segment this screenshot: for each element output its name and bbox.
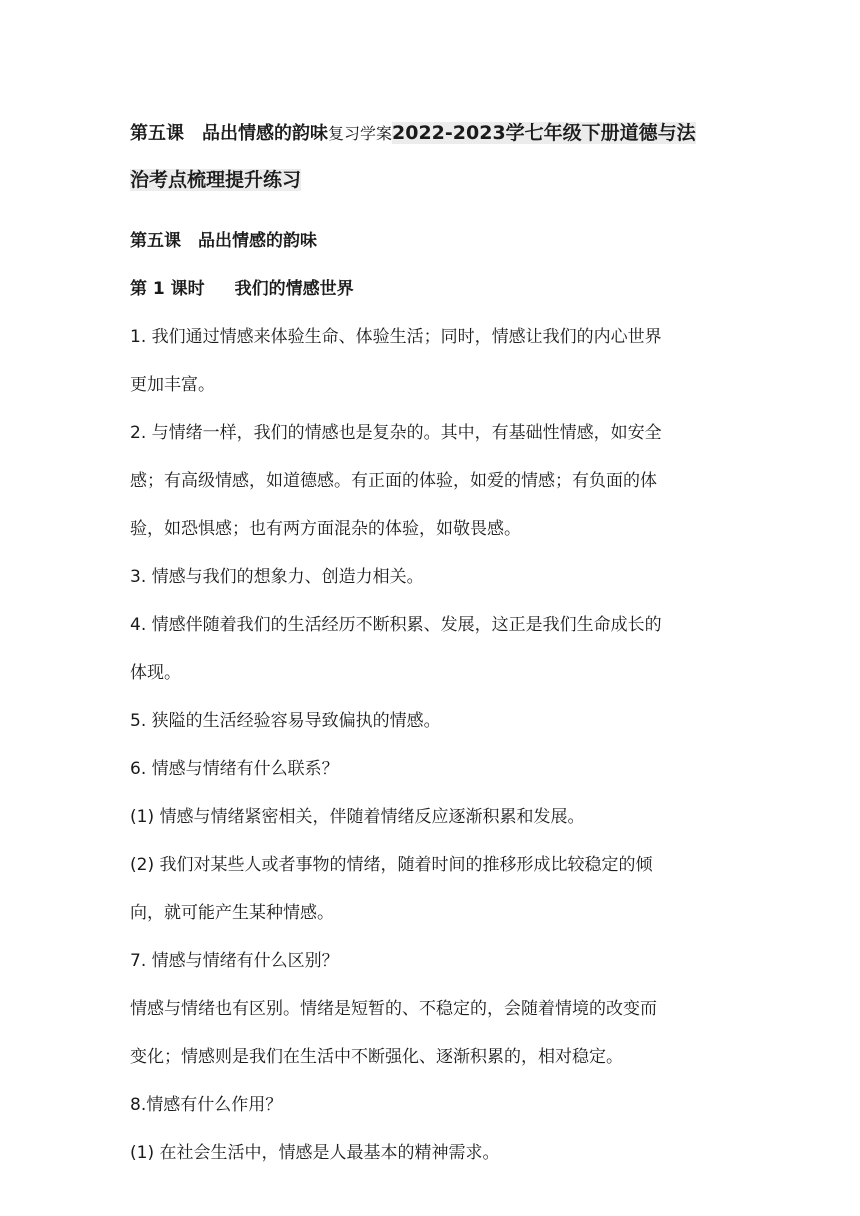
- text-line: (1) 在社会生活中，情感是人最基本的精神需求。: [130, 1143, 500, 1163]
- lesson-title: 我们的情感世界: [234, 279, 354, 299]
- text-line: 情感与情绪也有区别。情绪是短暂的、不稳定的，会随着情境的改变而: [130, 999, 657, 1019]
- text-line: 7. 情感与情绪有什么区别？: [130, 951, 339, 971]
- text-line: 向，就可能产生某种情感。: [130, 903, 334, 923]
- text-line: 更加丰富。: [130, 375, 215, 395]
- text-line: 体现。: [130, 663, 181, 683]
- lesson-heading: [130, 266, 730, 312]
- text-line: 2. 与情绪一样，我们的情感也是复杂的。其中，有基础性情感，如安全: [130, 423, 662, 443]
- document-title: [130, 110, 730, 204]
- text-line: 感；有高级情感，如道德感。有正面的体验，如爱的情感；有负面的体: [130, 471, 657, 491]
- text-line: 8.情感有什么作用？: [130, 1095, 283, 1115]
- title-highlight-line2: 治考点梳理提升练习: [130, 169, 302, 191]
- text-line: 5. 狭隘的生活经验容易导致偏执的情感。: [130, 711, 441, 731]
- text-line: 变化；情感则是我们在生活中不断强化、逐渐积累的，相对稳定。: [130, 1047, 623, 1067]
- lesson-label: 第 1 课时: [130, 279, 205, 299]
- text-line: 4. 情感伴随着我们的生活经历不断积累、发展，这正是我们生命成长的: [130, 615, 662, 635]
- text-line: 6. 情感与情绪有什么联系？: [130, 759, 339, 779]
- section-heading: 第五课 品出情感的韵味: [130, 231, 317, 251]
- text-line: (1) 情感与情绪紧密相关，伴随着情绪反应逐渐积累和发展。: [130, 807, 585, 827]
- text-line: (2) 我们对某些人或者事物的情绪，随着时间的推移形成比较稳定的倾: [130, 855, 653, 875]
- text-line: 验，如恐惧感；也有两方面混杂的体验，如敬畏感。: [130, 519, 521, 539]
- text-line: 3. 情感与我们的想象力、创造力相关。: [130, 567, 424, 587]
- title-main: 第五课 品出情感的韵味: [130, 123, 328, 144]
- text-line: 1. 我们通过情感来体验生命、体验生活；同时，情感让我们的内心世界: [130, 327, 662, 347]
- title-highlight-line1: 2022-2023学七年级下册道德与法: [392, 122, 696, 144]
- title-suffix: 复习学案: [328, 124, 393, 143]
